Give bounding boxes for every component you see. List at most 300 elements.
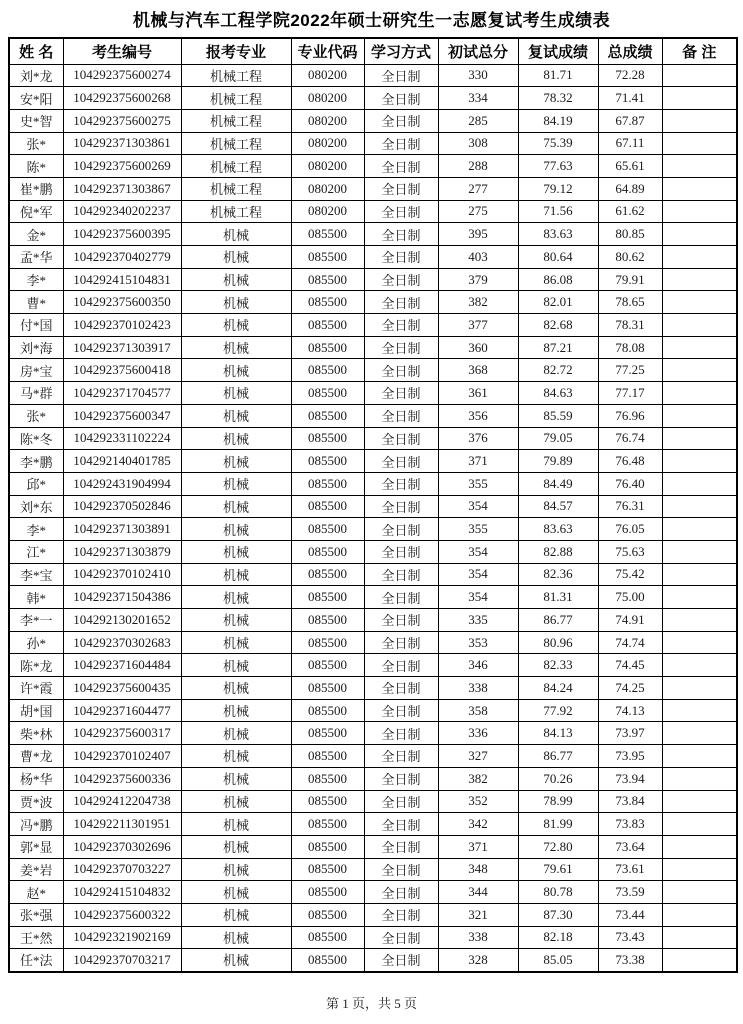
name-cell: 杨*华 bbox=[9, 767, 63, 790]
candidate-id-cell: 104292370302696 bbox=[63, 835, 181, 858]
major-cell: 机械 bbox=[181, 314, 291, 337]
candidate-id-cell: 104292371303879 bbox=[63, 540, 181, 563]
major-code-cell: 080200 bbox=[291, 87, 364, 110]
retest-score-cell: 82.36 bbox=[518, 563, 598, 586]
remark-cell bbox=[662, 268, 737, 291]
candidate-id-cell: 104292375600275 bbox=[63, 109, 181, 132]
table-row bbox=[9, 64, 737, 87]
initial-score-cell: 355 bbox=[438, 518, 518, 541]
study-mode-cell: 全日制 bbox=[364, 64, 438, 87]
total-score-cell: 67.11 bbox=[598, 132, 662, 155]
major-code-cell: 080200 bbox=[291, 155, 364, 178]
major-code-cell: 085500 bbox=[291, 631, 364, 654]
study-mode-cell: 全日制 bbox=[364, 427, 438, 450]
table-row bbox=[9, 495, 737, 518]
major-cell: 机械 bbox=[181, 631, 291, 654]
major-cell: 机械 bbox=[181, 291, 291, 314]
retest-score-cell: 82.33 bbox=[518, 654, 598, 677]
initial-score-cell: 379 bbox=[438, 268, 518, 291]
remark-cell bbox=[662, 677, 737, 700]
remark-cell bbox=[662, 246, 737, 269]
study-mode-cell: 全日制 bbox=[364, 268, 438, 291]
major-code-cell: 085500 bbox=[291, 654, 364, 677]
initial-score-cell: 352 bbox=[438, 790, 518, 813]
remark-cell bbox=[662, 109, 737, 132]
candidate-id-cell: 104292321902169 bbox=[63, 926, 181, 949]
remark-cell bbox=[662, 132, 737, 155]
remark-cell bbox=[662, 495, 737, 518]
candidate-id-cell: 104292371504386 bbox=[63, 586, 181, 609]
study-mode-cell: 全日制 bbox=[364, 722, 438, 745]
table-row bbox=[9, 835, 737, 858]
candidate-id-cell: 104292375600317 bbox=[63, 722, 181, 745]
remark-cell bbox=[662, 314, 737, 337]
remark-cell bbox=[662, 903, 737, 926]
table-row bbox=[9, 540, 737, 563]
major-code-cell: 085500 bbox=[291, 767, 364, 790]
name-cell: 王*然 bbox=[9, 926, 63, 949]
header-row bbox=[9, 38, 737, 64]
major-code-cell: 085500 bbox=[291, 336, 364, 359]
retest-score-cell: 78.99 bbox=[518, 790, 598, 813]
name-cell: 曹* bbox=[9, 291, 63, 314]
major-code-cell: 085500 bbox=[291, 427, 364, 450]
major-code-cell: 085500 bbox=[291, 790, 364, 813]
candidate-id-cell: 104292375600347 bbox=[63, 404, 181, 427]
name-cell: 贾*波 bbox=[9, 790, 63, 813]
retest-score-cell: 77.92 bbox=[518, 699, 598, 722]
remark-cell bbox=[662, 609, 737, 632]
study-mode-cell: 全日制 bbox=[364, 813, 438, 836]
candidate-id-cell: 104292331102224 bbox=[63, 427, 181, 450]
table-row bbox=[9, 767, 737, 790]
candidate-id-cell: 104292375600322 bbox=[63, 903, 181, 926]
table-row bbox=[9, 223, 737, 246]
retest-score-cell: 80.78 bbox=[518, 881, 598, 904]
total-score-cell: 80.85 bbox=[598, 223, 662, 246]
major-cell: 机械 bbox=[181, 949, 291, 972]
major-cell: 机械 bbox=[181, 767, 291, 790]
major-code-cell: 085500 bbox=[291, 813, 364, 836]
initial-score-cell: 360 bbox=[438, 336, 518, 359]
column-header-initial-score: 初试总分 bbox=[438, 38, 518, 64]
initial-score-cell: 354 bbox=[438, 563, 518, 586]
initial-score-cell: 336 bbox=[438, 722, 518, 745]
name-cell: 刘*东 bbox=[9, 495, 63, 518]
name-cell: 刘*海 bbox=[9, 336, 63, 359]
page-footer: 第 1 页，共 5 页 bbox=[325, 996, 417, 1011]
total-score-cell: 64.89 bbox=[598, 177, 662, 200]
retest-score-cell: 79.12 bbox=[518, 177, 598, 200]
total-score-cell: 74.25 bbox=[598, 677, 662, 700]
column-header-major-code: 专业代码 bbox=[291, 38, 364, 64]
column-header-remark: 备 注 bbox=[662, 38, 737, 64]
name-cell: 邱* bbox=[9, 472, 63, 495]
initial-score-cell: 321 bbox=[438, 903, 518, 926]
major-cell: 机械工程 bbox=[181, 200, 291, 223]
study-mode-cell: 全日制 bbox=[364, 835, 438, 858]
column-header-name: 姓 名 bbox=[9, 38, 63, 64]
candidate-id-cell: 104292371303917 bbox=[63, 336, 181, 359]
major-code-cell: 085500 bbox=[291, 722, 364, 745]
name-cell: 张* bbox=[9, 132, 63, 155]
study-mode-cell: 全日制 bbox=[364, 540, 438, 563]
major-cell: 机械 bbox=[181, 654, 291, 677]
retest-score-cell: 86.08 bbox=[518, 268, 598, 291]
major-code-cell: 085500 bbox=[291, 563, 364, 586]
major-cell: 机械 bbox=[181, 427, 291, 450]
retest-score-cell: 82.72 bbox=[518, 359, 598, 382]
candidate-id-cell: 104292370502846 bbox=[63, 495, 181, 518]
table-row bbox=[9, 291, 737, 314]
name-cell: 冯*鹏 bbox=[9, 813, 63, 836]
candidate-id-cell: 104292371704577 bbox=[63, 382, 181, 405]
total-score-cell: 74.91 bbox=[598, 609, 662, 632]
candidate-id-cell: 104292375600435 bbox=[63, 677, 181, 700]
name-cell: 马*群 bbox=[9, 382, 63, 405]
retest-score-cell: 81.99 bbox=[518, 813, 598, 836]
total-score-cell: 76.31 bbox=[598, 495, 662, 518]
candidate-id-cell: 104292375600269 bbox=[63, 155, 181, 178]
major-cell: 机械 bbox=[181, 223, 291, 246]
candidate-id-cell: 104292370302683 bbox=[63, 631, 181, 654]
table-row bbox=[9, 472, 737, 495]
major-code-cell: 085500 bbox=[291, 518, 364, 541]
major-cell: 机械 bbox=[181, 563, 291, 586]
retest-score-cell: 79.05 bbox=[518, 427, 598, 450]
major-code-cell: 085500 bbox=[291, 586, 364, 609]
name-cell: 赵* bbox=[9, 881, 63, 904]
table-row bbox=[9, 699, 737, 722]
initial-score-cell: 361 bbox=[438, 382, 518, 405]
major-cell: 机械工程 bbox=[181, 132, 291, 155]
retest-score-cell: 81.31 bbox=[518, 586, 598, 609]
study-mode-cell: 全日制 bbox=[364, 495, 438, 518]
major-cell: 机械工程 bbox=[181, 177, 291, 200]
column-header-study-mode: 学习方式 bbox=[364, 38, 438, 64]
study-mode-cell: 全日制 bbox=[364, 586, 438, 609]
total-score-cell: 79.91 bbox=[598, 268, 662, 291]
retest-score-cell: 77.63 bbox=[518, 155, 598, 178]
major-code-cell: 085500 bbox=[291, 903, 364, 926]
table-row bbox=[9, 314, 737, 337]
name-cell: 史*智 bbox=[9, 109, 63, 132]
total-score-cell: 73.97 bbox=[598, 722, 662, 745]
name-cell: 李*鹏 bbox=[9, 450, 63, 473]
total-score-cell: 65.61 bbox=[598, 155, 662, 178]
remark-cell bbox=[662, 790, 737, 813]
total-score-cell: 76.74 bbox=[598, 427, 662, 450]
candidate-id-cell: 104292371604484 bbox=[63, 654, 181, 677]
study-mode-cell: 全日制 bbox=[364, 87, 438, 110]
retest-score-cell: 80.96 bbox=[518, 631, 598, 654]
name-cell: 陈*冬 bbox=[9, 427, 63, 450]
retest-score-cell: 71.56 bbox=[518, 200, 598, 223]
major-cell: 机械工程 bbox=[181, 109, 291, 132]
study-mode-cell: 全日制 bbox=[364, 949, 438, 972]
study-mode-cell: 全日制 bbox=[364, 223, 438, 246]
remark-cell bbox=[662, 631, 737, 654]
remark-cell bbox=[662, 177, 737, 200]
study-mode-cell: 全日制 bbox=[364, 382, 438, 405]
initial-score-cell: 328 bbox=[438, 949, 518, 972]
retest-score-cell: 82.01 bbox=[518, 291, 598, 314]
table-row bbox=[9, 246, 737, 269]
study-mode-cell: 全日制 bbox=[364, 767, 438, 790]
total-score-cell: 74.13 bbox=[598, 699, 662, 722]
candidate-id-cell: 104292375600395 bbox=[63, 223, 181, 246]
major-code-cell: 085500 bbox=[291, 246, 364, 269]
retest-score-cell: 81.71 bbox=[518, 64, 598, 87]
candidate-id-cell: 104292375600268 bbox=[63, 87, 181, 110]
candidate-id-cell: 104292412204738 bbox=[63, 790, 181, 813]
total-score-cell: 75.63 bbox=[598, 540, 662, 563]
table-row bbox=[9, 745, 737, 768]
total-score-cell: 73.64 bbox=[598, 835, 662, 858]
candidate-id-cell: 104292375600418 bbox=[63, 359, 181, 382]
study-mode-cell: 全日制 bbox=[364, 314, 438, 337]
retest-score-cell: 75.39 bbox=[518, 132, 598, 155]
total-score-cell: 75.00 bbox=[598, 586, 662, 609]
study-mode-cell: 全日制 bbox=[364, 858, 438, 881]
study-mode-cell: 全日制 bbox=[364, 200, 438, 223]
major-cell: 机械工程 bbox=[181, 64, 291, 87]
major-code-cell: 085500 bbox=[291, 949, 364, 972]
study-mode-cell: 全日制 bbox=[364, 155, 438, 178]
name-cell: 李*一 bbox=[9, 609, 63, 632]
table-row bbox=[9, 858, 737, 881]
candidate-id-cell: 104292415104831 bbox=[63, 268, 181, 291]
table-row bbox=[9, 382, 737, 405]
total-score-cell: 77.25 bbox=[598, 359, 662, 382]
major-cell: 机械工程 bbox=[181, 155, 291, 178]
retest-score-cell: 86.77 bbox=[518, 609, 598, 632]
major-cell: 机械 bbox=[181, 404, 291, 427]
remark-cell bbox=[662, 427, 737, 450]
table-row bbox=[9, 336, 737, 359]
total-score-cell: 78.65 bbox=[598, 291, 662, 314]
table-body bbox=[9, 64, 737, 972]
retest-score-cell: 80.64 bbox=[518, 246, 598, 269]
study-mode-cell: 全日制 bbox=[364, 609, 438, 632]
retest-score-cell: 87.21 bbox=[518, 336, 598, 359]
total-score-cell: 73.94 bbox=[598, 767, 662, 790]
major-cell: 机械 bbox=[181, 609, 291, 632]
initial-score-cell: 358 bbox=[438, 699, 518, 722]
table-row bbox=[9, 200, 737, 223]
study-mode-cell: 全日制 bbox=[364, 903, 438, 926]
study-mode-cell: 全日制 bbox=[364, 926, 438, 949]
major-code-cell: 085500 bbox=[291, 268, 364, 291]
major-code-cell: 085500 bbox=[291, 835, 364, 858]
remark-cell bbox=[662, 291, 737, 314]
study-mode-cell: 全日制 bbox=[364, 132, 438, 155]
major-cell: 机械 bbox=[181, 858, 291, 881]
table-row bbox=[9, 268, 737, 291]
table-row bbox=[9, 903, 737, 926]
major-cell: 机械 bbox=[181, 699, 291, 722]
name-cell: 倪*军 bbox=[9, 200, 63, 223]
total-score-cell: 73.95 bbox=[598, 745, 662, 768]
table-row bbox=[9, 586, 737, 609]
table-row bbox=[9, 677, 737, 700]
remark-cell bbox=[662, 563, 737, 586]
total-score-cell: 73.59 bbox=[598, 881, 662, 904]
initial-score-cell: 354 bbox=[438, 540, 518, 563]
table-row bbox=[9, 155, 737, 178]
candidate-id-cell: 104292370703227 bbox=[63, 858, 181, 881]
retest-score-cell: 70.26 bbox=[518, 767, 598, 790]
major-cell: 机械 bbox=[181, 677, 291, 700]
major-cell: 机械 bbox=[181, 495, 291, 518]
name-cell: 陈*龙 bbox=[9, 654, 63, 677]
remark-cell bbox=[662, 586, 737, 609]
name-cell: 房*宝 bbox=[9, 359, 63, 382]
initial-score-cell: 371 bbox=[438, 835, 518, 858]
remark-cell bbox=[662, 745, 737, 768]
major-cell: 机械 bbox=[181, 926, 291, 949]
initial-score-cell: 285 bbox=[438, 109, 518, 132]
page-title: 机械与汽车工程学院2022年硕士研究生一志愿复试考生成绩表 bbox=[132, 11, 611, 30]
retest-score-cell: 87.30 bbox=[518, 903, 598, 926]
total-score-cell: 76.05 bbox=[598, 518, 662, 541]
name-cell: 胡*国 bbox=[9, 699, 63, 722]
retest-score-cell: 72.80 bbox=[518, 835, 598, 858]
total-score-cell: 73.43 bbox=[598, 926, 662, 949]
major-cell: 机械 bbox=[181, 246, 291, 269]
remark-cell bbox=[662, 404, 737, 427]
name-cell: 任*法 bbox=[9, 949, 63, 972]
initial-score-cell: 355 bbox=[438, 472, 518, 495]
initial-score-cell: 353 bbox=[438, 631, 518, 654]
major-cell: 机械 bbox=[181, 881, 291, 904]
study-mode-cell: 全日制 bbox=[364, 677, 438, 700]
candidate-id-cell: 104292370703217 bbox=[63, 949, 181, 972]
initial-score-cell: 377 bbox=[438, 314, 518, 337]
remark-cell bbox=[662, 336, 737, 359]
total-score-cell: 76.48 bbox=[598, 450, 662, 473]
name-cell: 李*宝 bbox=[9, 563, 63, 586]
remark-cell bbox=[662, 155, 737, 178]
initial-score-cell: 342 bbox=[438, 813, 518, 836]
remark-cell bbox=[662, 835, 737, 858]
total-score-cell: 76.40 bbox=[598, 472, 662, 495]
major-cell: 机械 bbox=[181, 359, 291, 382]
table-row bbox=[9, 177, 737, 200]
study-mode-cell: 全日制 bbox=[364, 881, 438, 904]
name-cell: 张* bbox=[9, 404, 63, 427]
name-cell: 许*霞 bbox=[9, 677, 63, 700]
study-mode-cell: 全日制 bbox=[364, 472, 438, 495]
table-row bbox=[9, 87, 737, 110]
name-cell: 孟*华 bbox=[9, 246, 63, 269]
major-code-cell: 080200 bbox=[291, 132, 364, 155]
candidate-id-cell: 104292371604477 bbox=[63, 699, 181, 722]
major-code-cell: 085500 bbox=[291, 858, 364, 881]
candidate-id-cell: 104292370102410 bbox=[63, 563, 181, 586]
major-code-cell: 085500 bbox=[291, 359, 364, 382]
initial-score-cell: 348 bbox=[438, 858, 518, 881]
initial-score-cell: 395 bbox=[438, 223, 518, 246]
study-mode-cell: 全日制 bbox=[364, 450, 438, 473]
initial-score-cell: 368 bbox=[438, 359, 518, 382]
initial-score-cell: 354 bbox=[438, 495, 518, 518]
major-cell: 机械 bbox=[181, 903, 291, 926]
study-mode-cell: 全日制 bbox=[364, 109, 438, 132]
candidate-id-cell: 104292371303861 bbox=[63, 132, 181, 155]
remark-cell bbox=[662, 540, 737, 563]
remark-cell bbox=[662, 450, 737, 473]
remark-cell bbox=[662, 87, 737, 110]
remark-cell bbox=[662, 926, 737, 949]
study-mode-cell: 全日制 bbox=[364, 404, 438, 427]
remark-cell bbox=[662, 813, 737, 836]
initial-score-cell: 275 bbox=[438, 200, 518, 223]
major-cell: 机械 bbox=[181, 586, 291, 609]
name-cell: 郭*显 bbox=[9, 835, 63, 858]
study-mode-cell: 全日制 bbox=[364, 745, 438, 768]
major-code-cell: 085500 bbox=[291, 609, 364, 632]
retest-score-cell: 85.59 bbox=[518, 404, 598, 427]
retest-score-cell: 79.89 bbox=[518, 450, 598, 473]
major-cell: 机械 bbox=[181, 518, 291, 541]
initial-score-cell: 327 bbox=[438, 745, 518, 768]
study-mode-cell: 全日制 bbox=[364, 790, 438, 813]
initial-score-cell: 354 bbox=[438, 586, 518, 609]
remark-cell bbox=[662, 382, 737, 405]
retest-score-cell: 84.24 bbox=[518, 677, 598, 700]
retest-score-cell: 84.49 bbox=[518, 472, 598, 495]
retest-score-cell: 82.68 bbox=[518, 314, 598, 337]
major-cell: 机械 bbox=[181, 472, 291, 495]
total-score-cell: 67.87 bbox=[598, 109, 662, 132]
name-cell: 曹*龙 bbox=[9, 745, 63, 768]
total-score-cell: 75.42 bbox=[598, 563, 662, 586]
remark-cell bbox=[662, 722, 737, 745]
table-row bbox=[9, 631, 737, 654]
name-cell: 姜*岩 bbox=[9, 858, 63, 881]
total-score-cell: 73.44 bbox=[598, 903, 662, 926]
name-cell: 孙* bbox=[9, 631, 63, 654]
study-mode-cell: 全日制 bbox=[364, 177, 438, 200]
initial-score-cell: 330 bbox=[438, 64, 518, 87]
total-score-cell: 72.28 bbox=[598, 64, 662, 87]
study-mode-cell: 全日制 bbox=[364, 631, 438, 654]
total-score-cell: 74.45 bbox=[598, 654, 662, 677]
retest-score-cell: 82.88 bbox=[518, 540, 598, 563]
table-row bbox=[9, 450, 737, 473]
candidate-id-cell: 104292375600336 bbox=[63, 767, 181, 790]
table-row bbox=[9, 518, 737, 541]
remark-cell bbox=[662, 881, 737, 904]
candidate-id-cell: 104292340202237 bbox=[63, 200, 181, 223]
remark-cell bbox=[662, 64, 737, 87]
candidate-id-cell: 104292415104832 bbox=[63, 881, 181, 904]
major-code-cell: 085500 bbox=[291, 404, 364, 427]
study-mode-cell: 全日制 bbox=[364, 699, 438, 722]
name-cell: 江* bbox=[9, 540, 63, 563]
initial-score-cell: 346 bbox=[438, 654, 518, 677]
initial-score-cell: 308 bbox=[438, 132, 518, 155]
major-code-cell: 085500 bbox=[291, 382, 364, 405]
major-cell: 机械 bbox=[181, 790, 291, 813]
candidate-id-cell: 104292130201652 bbox=[63, 609, 181, 632]
total-score-cell: 74.74 bbox=[598, 631, 662, 654]
column-header-candidate-id: 考生编号 bbox=[63, 38, 181, 64]
major-code-cell: 085500 bbox=[291, 291, 364, 314]
major-cell: 机械 bbox=[181, 382, 291, 405]
initial-score-cell: 376 bbox=[438, 427, 518, 450]
